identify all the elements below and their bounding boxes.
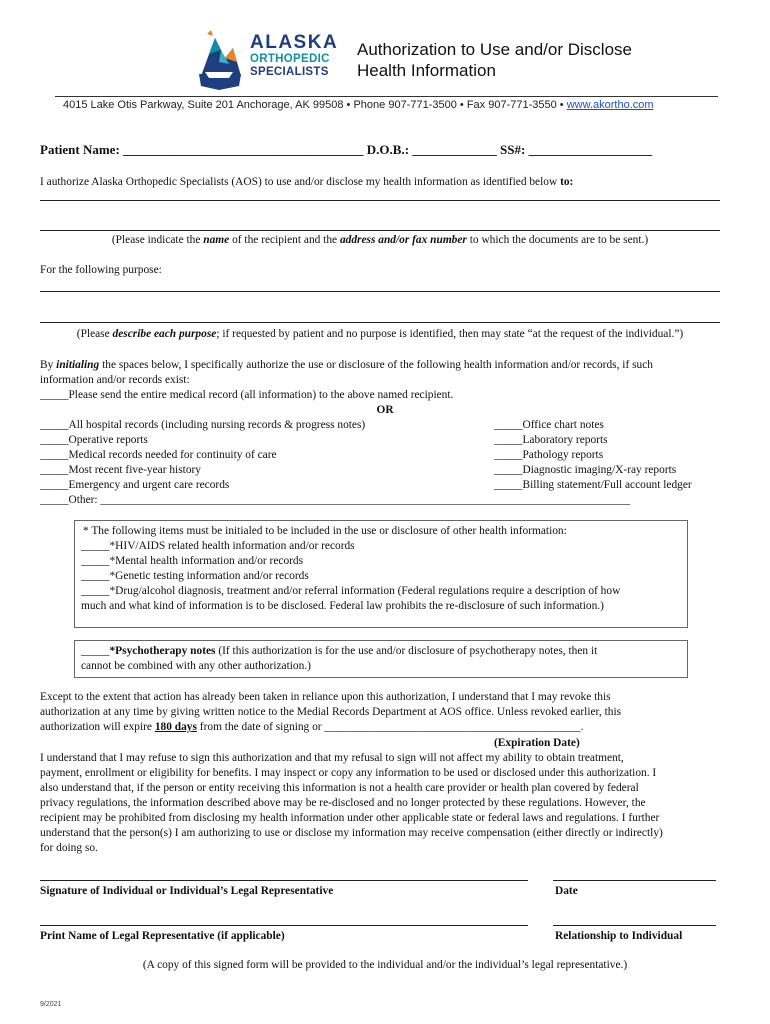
records-intro-line-1: [40, 358, 653, 373]
or-divider: OR: [376, 404, 394, 416]
form-title: [357, 39, 632, 81]
psychotherapy-label: *Psychotherapy notes: [109, 645, 216, 657]
brand-name: [250, 33, 338, 79]
note-emphasis: describe each purpose: [112, 328, 217, 340]
note-text: of the recipient and the: [232, 234, 338, 246]
note-text: ; if requested by patient and no purpose is identified, then may state “at the request of the individual.”): [216, 328, 684, 340]
print-name-label: Print Name of Legal Representative (if applicable): [40, 930, 285, 942]
records-right-column: [494, 418, 692, 493]
revoke-text: authorization will expire: [40, 721, 152, 733]
phone: Phone 907-771-3500: [353, 99, 457, 111]
refuse-line: privacy regulations, the information described above may be re-disclosed and no longer protected by these regulations. However, the: [40, 797, 646, 809]
sensitive-item[interactable]: _____*Drug/alcohol diagnosis, treatment and/or referral information (Federal regulations require a description of how: [81, 585, 621, 597]
form-version: 9/2021: [40, 1001, 62, 1008]
note-emphasis: name: [203, 234, 230, 246]
relationship-label: Relationship to Individual: [555, 930, 683, 942]
separator: •: [559, 99, 564, 111]
note-text: (Please indicate the: [111, 234, 201, 246]
refuse-line: payment, enrollment or eligibility for benefits. I may inspect or copy any information to be used or disclosed under this authorization. I: [40, 767, 657, 779]
signature-label: Signature of Individual or Individual’s Legal Representative: [40, 885, 334, 897]
intro-text: the spaces below, I specifically authorize the use or disclosure of the following health information and/or records, if such: [102, 359, 653, 371]
form-title-line-1: Authorization to Use and/or Disclose: [357, 40, 632, 59]
recipient-note: [40, 233, 720, 248]
separator: •: [346, 99, 351, 111]
record-option[interactable]: _____Operative reports: [40, 434, 148, 446]
form-title-line-2: Health Information: [357, 61, 496, 80]
record-option[interactable]: _____Diagnostic imaging/X-ray reports: [494, 464, 677, 476]
sensitive-item[interactable]: _____*Genetic testing information and/or records: [81, 570, 309, 582]
revoke-line-3: [40, 720, 584, 735]
fax: Fax 907-771-3550: [466, 99, 557, 111]
records-left-column: [40, 418, 365, 493]
expiry-days: 180 days: [154, 721, 197, 733]
psychotherapy-line-2: cannot be combined with any other authorization.): [81, 660, 311, 672]
print-name-line[interactable]: [40, 925, 528, 926]
header-divider: [55, 96, 718, 97]
dob-field[interactable]: D.O.B.: _____________: [366, 142, 497, 157]
expiration-date-field[interactable]: from the date of signing or _____________________________________________.: [199, 721, 584, 733]
expiration-date-label: (Expiration Date): [494, 737, 580, 749]
intro-emphasis: initialing: [56, 359, 100, 371]
alaska-orthopedic-logo: [195, 28, 243, 90]
separator: •: [459, 99, 464, 111]
psychotherapy-blank[interactable]: _____: [81, 645, 110, 657]
authorize-to: to:: [560, 176, 574, 188]
relationship-line[interactable]: [553, 925, 716, 926]
patient-name-field[interactable]: Patient Name: _____________________________________: [40, 142, 364, 157]
authorize-intro-text: I authorize Alaska Orthopedic Specialists (AOS) to use and/or disclose my health information as identified below: [40, 176, 558, 188]
sensitive-info-box: [74, 520, 688, 628]
refuse-line: I understand that I may refuse to sign this authorization and that my refusal to sign will not affect my ability to obtain treatment,: [40, 752, 624, 764]
refuse-line: understand that the person(s) I am authorizing to use or disclose my information may receive compensation (either directly or indirectly): [40, 827, 663, 839]
record-option[interactable]: _____Laboratory reports: [494, 434, 608, 446]
sensitive-heading: * The following items must be initialed to be included in the use or disclosure of other health information:: [83, 525, 567, 537]
refuse-line: also understand that, if the person or entity receiving this information is not a health care provider or health plan covered by federal: [40, 782, 639, 794]
record-option[interactable]: _____Billing statement/Full account ledger: [494, 479, 692, 491]
authorize-intro: [40, 175, 573, 190]
brand-line-1: ALASKA: [250, 32, 339, 53]
intro-text: By: [40, 359, 54, 371]
records-intro-line-2: information and/or records exist:: [40, 374, 190, 386]
purpose-note: [40, 327, 720, 342]
brand-line-3: SPECIALISTS: [250, 66, 329, 78]
record-option[interactable]: _____Most recent five-year history: [40, 464, 202, 476]
contact-line: [63, 98, 654, 113]
sensitive-item-continued: much and what kind of information is to be disclosed. Federal law prohibits the re-disclosure of such information.): [81, 600, 604, 612]
record-option[interactable]: _____Pathology reports: [494, 449, 604, 461]
address: 4015 Lake Otis Parkway, Suite 201 Anchorage, AK 99508: [63, 99, 344, 111]
psychotherapy-box: [74, 640, 688, 678]
revoke-line-2: authorization at any time by giving written notice to the Medial Records Department at AOS office. Unless revoked earlier, this: [40, 706, 622, 718]
refuse-line: for doing so.: [40, 842, 98, 854]
record-option[interactable]: _____Emergency and urgent care records: [40, 479, 230, 491]
refuse-paragraph: [40, 751, 663, 856]
purpose-line-1[interactable]: [40, 291, 720, 292]
recipient-line-1[interactable]: [40, 200, 720, 201]
revoke-line-1: Except to the extent that action has already been taken in reliance upon this authorization, I understand that I may revoke this: [40, 691, 611, 703]
record-option[interactable]: _____All hospital records (including nursing records & progress notes): [40, 419, 366, 431]
record-option[interactable]: _____Medical records needed for continuity of care: [40, 449, 277, 461]
copy-note: (A copy of this signed form will be provided to the individual and/or the individual’s legal representative.): [142, 959, 628, 971]
note-text: to which the documents are to be sent.): [469, 234, 649, 246]
record-option[interactable]: _____Office chart notes: [494, 419, 604, 431]
note-emphasis: address and/or fax number: [339, 234, 467, 246]
ss-field[interactable]: SS#: ___________________: [500, 142, 653, 157]
other-records-option[interactable]: _____Other: _____________________________________________________________________________________________: [40, 494, 631, 506]
psychotherapy-text: (If this authorization is for the use and/or disclosure of psychotherapy notes, then it: [215, 645, 598, 657]
date-line[interactable]: [553, 880, 716, 881]
entire-record-option[interactable]: _____Please send the entire medical record (all information) to the above named recipient.: [40, 389, 454, 401]
sensitive-item[interactable]: _____*Mental health information and/or records: [81, 555, 304, 567]
website-link[interactable]: www.akortho.com: [566, 99, 654, 111]
recipient-line-2[interactable]: [40, 230, 720, 231]
purpose-label: For the following purpose:: [40, 264, 162, 276]
psychotherapy-line-1[interactable]: [81, 644, 597, 659]
purpose-line-2[interactable]: [40, 322, 720, 323]
brand-line-2: ORTHOPEDIC: [250, 53, 330, 65]
patient-info-line: [40, 142, 652, 157]
sensitive-item[interactable]: _____*HIV/AIDS related health information and/or records: [81, 540, 355, 552]
refuse-line: recipient may be prohibited from disclosing my health information under other applicable state or federal laws and regulations. I further: [40, 812, 660, 824]
date-label: Date: [555, 885, 578, 897]
signature-line[interactable]: [40, 880, 528, 881]
note-text: (Please: [76, 328, 110, 340]
